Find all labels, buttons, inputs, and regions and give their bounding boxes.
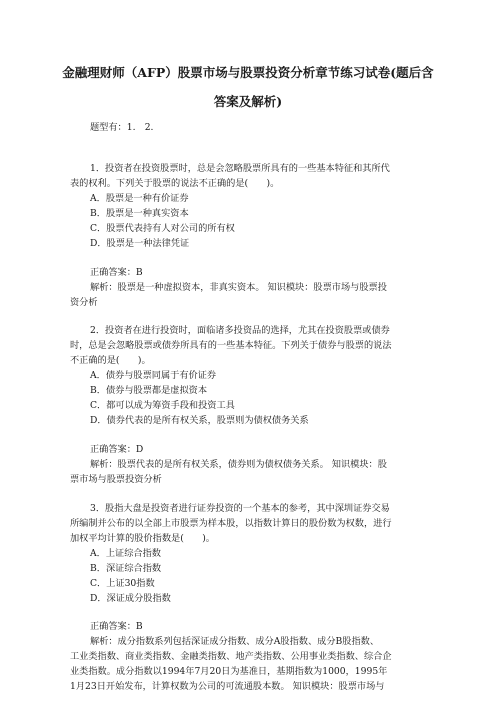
explanation-line: 资分析 [70, 297, 98, 308]
document-title-line-2: 答案及解析) [213, 94, 283, 109]
option-c: C．上证30指数 [90, 578, 155, 589]
correct-answer: 正确答案：B [90, 267, 143, 278]
correct-answer: 正确答案：D [90, 444, 144, 455]
option-a: A．上证综合指数 [90, 548, 161, 559]
option-a: A．股票是一种有价证券 [90, 193, 189, 204]
explanation-line: 票市场与股票投资分析 [70, 474, 162, 485]
question-stem-line: 表的权利。下列关于股票的说法不正确的是( )。 [70, 178, 280, 189]
correct-answer: 正确答案：B [90, 621, 143, 632]
explanation-line: 1月23日开始发布，计算权数为公司的可流通股本数。 知识模块：股票市场与 [70, 681, 385, 692]
document-title-line-1: 金融理财师（AFP）股票市场与股票投资分析章节练习试卷(题后含 [62, 65, 434, 80]
option-d: D．股票是一种法律凭证 [90, 238, 190, 249]
explanation-line: 解析：股票代表的是所有权关系，债券则为债权债务关系。 知识模块：股 [90, 459, 387, 470]
option-c: C．股票代表持有人对公司的所有权 [90, 223, 235, 234]
explanation-line: 解析：成分指数系列包括深证成分指数、成分A股指数、成分B股指数、 [90, 636, 380, 647]
option-b: B．债券与股票都是虚拟资本 [90, 385, 208, 396]
explanation-line: 业类指数。成分指数以1994年7月20日为基准日，基期指数为1000，1995年 [70, 666, 388, 677]
option-c: C．都可以成为筹资手段和投资工具 [90, 400, 235, 411]
option-b: B．股票是一种真实资本 [90, 208, 189, 219]
question-stem-line: 加权平均计算的股价指数是( )。 [70, 533, 215, 544]
option-d: D．深证成分股指数 [90, 593, 171, 604]
question-types: 题型有：1. 2. [90, 122, 154, 133]
option-d: D．债券代表的是所有权关系，股票则为债权债务关系 [90, 415, 309, 426]
question-stem-line: 时，总是会忽略股票或债券所具有的一些基本特征。下列关于债券与股票的说法 [70, 340, 392, 351]
explanation-line: 解析：股票是一种虚拟资本，非真实资本。 知识模块：股票市场与股票投 [90, 282, 387, 293]
question-stem-line: 1．投资者在投资股票时，总是会忽略股票所具有的一些基本特征和其所代 [90, 163, 390, 174]
question-stem-line: 所编制并公布的以全部上市股票为样本股，以指数计算日的股份数为权数，进行 [70, 518, 392, 529]
question-stem-line: 3．股指大盘是投资者进行证券投资的一个基本的参考，其中深圳证券交易 [90, 503, 390, 514]
option-a: A．债券与股票同属于有价证券 [90, 370, 217, 381]
explanation-line: 工业类指数、商业类指数、金融类指数、地产类指数、公用事业类指数、综合企 [70, 651, 392, 662]
question-stem-line: 不正确的是( )。 [70, 355, 151, 366]
option-b: B．深证综合指数 [90, 563, 162, 574]
question-stem-line: 2．投资者在进行投资时，面临诸多投资品的选择，尤其在投资股票或债券 [90, 325, 390, 336]
